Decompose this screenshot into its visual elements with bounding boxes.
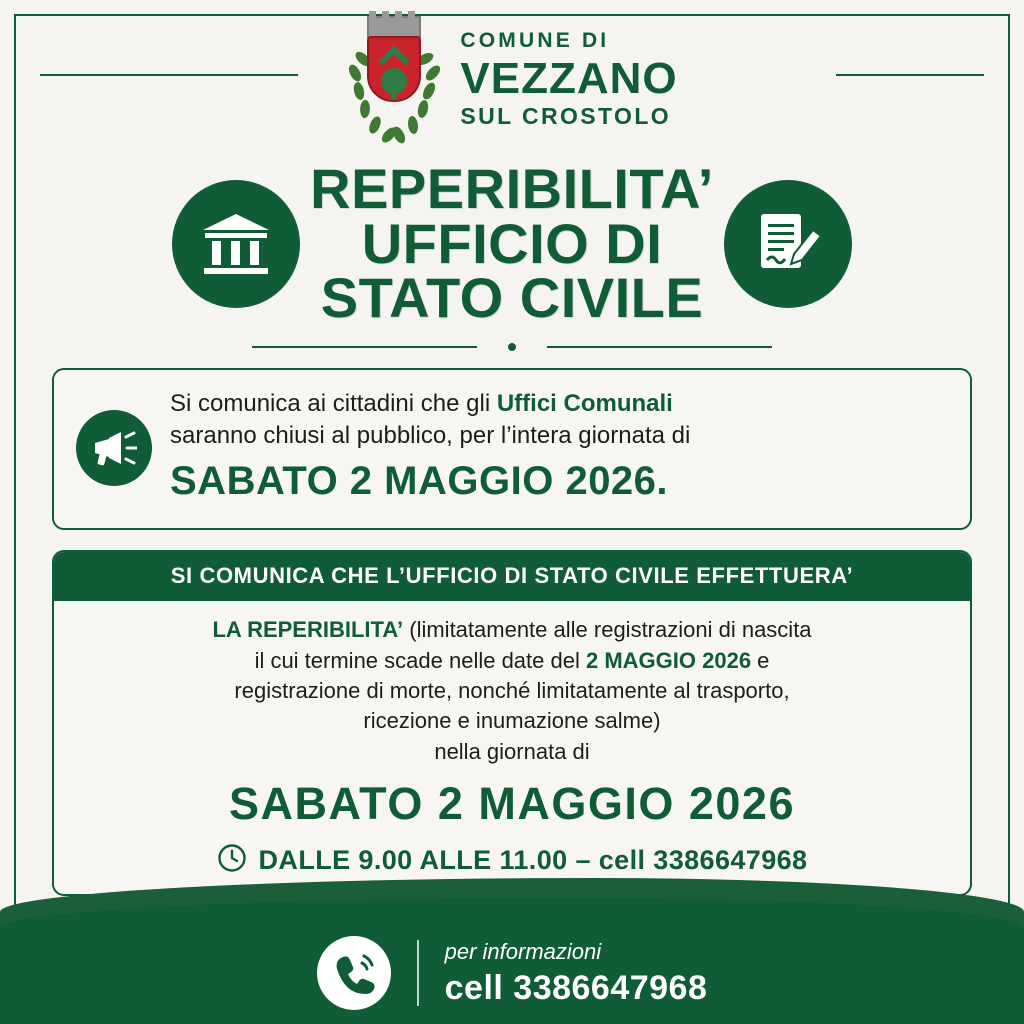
- service-body-1: (limitatamente alle registrazioni di nascita: [403, 617, 812, 643]
- notice-closure-date: SABATO 2 MAGGIO 2026.: [170, 459, 669, 504]
- document-signature-icon: [724, 180, 852, 308]
- poster-footer: [0, 878, 1024, 1024]
- service-hours-row: [80, 843, 944, 878]
- comune-label: COMUNE DI: [460, 29, 610, 52]
- poster-header: [0, 0, 1024, 150]
- header-rule-right: [836, 74, 984, 76]
- crest-crown: [367, 16, 421, 38]
- service-notice-header: SI COMUNICA CHE L’UFFICIO DI STATO CIVILE EFFETTUERA’: [54, 552, 970, 601]
- service-body-2-date: 2 MAGGIO 2026: [585, 647, 752, 673]
- service-line-3: registrazione di morte, nonché limitatamente al trasporto,: [234, 677, 790, 703]
- closure-notice-text: [170, 388, 690, 508]
- megaphone-icon: [76, 410, 152, 486]
- service-lead: LA REPERIBILITA’: [212, 617, 404, 643]
- closure-notice-box: [52, 368, 972, 530]
- header-rule-left: [40, 74, 298, 76]
- service-hours-text: DALLE 9.00 ALLE 11.00 – cell 3386647968: [258, 845, 808, 876]
- notice-line1-pre: Si comunica ai cittadini che gli: [170, 390, 497, 417]
- municipality-title-block: [460, 30, 677, 128]
- notice-line2: saranno chiusi al pubblico, per l’intera giornata di: [170, 421, 691, 449]
- footer-divider: [417, 940, 419, 1006]
- crest-trunk: [392, 91, 397, 99]
- divider-dot: [508, 343, 516, 351]
- footer-content: [0, 936, 1024, 1010]
- service-line-5: nella giornata di: [434, 738, 590, 764]
- main-title-row: [0, 154, 1024, 334]
- footer-phone-number: cell 3386647968: [444, 968, 708, 1007]
- page-title-line-1: REPERIBILITA’: [310, 156, 714, 220]
- crest-shield: [367, 36, 421, 102]
- page-title-line-2: UFFICIO DI: [361, 211, 663, 275]
- service-notice-body: [54, 601, 970, 894]
- phone-ring-icon: [317, 936, 391, 1010]
- comune-subname: SUL CROSTOLO: [460, 103, 672, 129]
- service-notice-box: [52, 550, 972, 896]
- title-divider: [252, 340, 772, 354]
- classical-building-icon: [172, 180, 300, 308]
- clock-icon: [217, 843, 247, 878]
- page-title: [310, 156, 714, 330]
- service-line-2: [80, 646, 944, 676]
- service-line-4: ricezione e inumazione salme): [363, 708, 661, 734]
- service-big-date: SABATO 2 MAGGIO 2026: [229, 777, 795, 829]
- comune-name: VEZZANO: [460, 54, 678, 103]
- service-body-2-post: e: [751, 647, 770, 673]
- notice-line1-accent: Uffici Comunali: [496, 390, 673, 417]
- page-title-line-3: STATO CIVILE: [320, 266, 704, 330]
- footer-contact: [445, 939, 708, 1008]
- service-line-1: [80, 615, 944, 645]
- coat-of-arms-icon: [346, 14, 442, 144]
- service-body-2-pre: il cui termine scade nelle date del: [254, 647, 586, 673]
- footer-info-label: per informazioni: [444, 938, 602, 964]
